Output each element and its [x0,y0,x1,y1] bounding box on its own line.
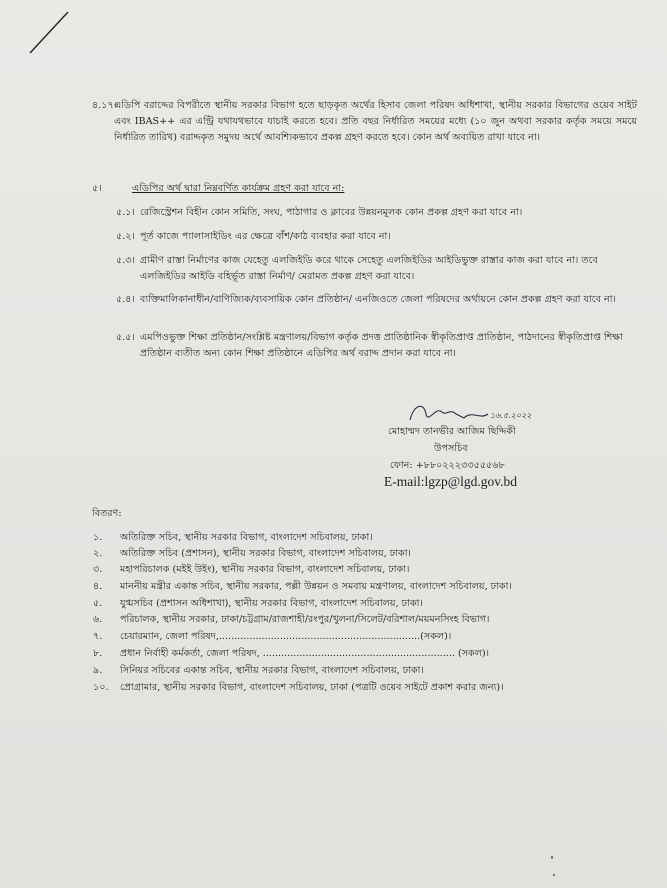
item-number: ৩. [93,564,103,575]
item-number: ৫. [93,598,103,609]
item-text: প্রোগ্রামার, স্থানীয় সরকার বিভাগ, বাংলাদেশ সচিবালয়, ঢাকা (পত্রটি ওয়েব সাইটে প্রকাশ করার জন্য)। [120,682,504,693]
section-text: এডিপি বরাদ্দের বিপরীতে স্থানীয় সরকার বিভাগ হতে ছাড়কৃত অর্থের হিসাব জেলা পরিষদ অধিশাখা, স্থানীয় সরকার বিভাগের ওয়েব সাইট এবং IBAS++ এর এন্ট্রি যথাযথভাবে যাচাই করতে হবে। প্রতি বছর নির্ধারিত সময়ের মধ্যে (১০ জুন অথবা সরকার কর্তৃক সময়ে সময়ে নির্ধারিত তারিখ) বরাদ্দকৃত সমুদয় অর্থে আবশ্যিকভাবে প্রকল্প গ্রহণ করতে হবে। কোন অর্থ অব্যয়িত রাখা যাবে না। [114,100,638,143]
item-text: মাননীয় মন্ত্রীর একান্ত সচিব, স্থানীয় সরকার, পল্লী উন্নয়ন ও সমবায় মন্ত্রণালয়, বাংলাদেশ সচিবালয়, ঢাকা। [120,581,512,592]
section-4-17 [92,98,637,146]
item-number: ৯. [93,665,103,676]
item-text: যুগ্মসচিব (প্রশাসন অধিশাখা), স্থানীয় সরকার বিভাগ, বাংলাদেশ সচিবালয়, ঢাকা। [120,598,423,609]
item-number: ৮. [93,648,103,659]
signature-date: ১৬.৫.২০২২ [490,411,532,420]
item-number: ৫.৫। [116,332,135,343]
item-text: সিনিয়র সচিবের একান্ত সচিব, স্থানীয় সরকার বিভাগ, বাংলাদেশ সচিবালয়, ঢাকা। [120,665,424,676]
item-text: অতিরিক্ত সচিব (প্রশাসন), স্থানীয় সরকার বিভাগ, বাংলাদেশ সচিবালয়, ঢাকা। [120,548,411,559]
scan-speck [553,874,555,876]
item-text: অতিরিক্ত সচিব, স্থানীয় সরকার বিভাগ, বাংলাদেশ সচিবালয়, ঢাকা। [120,532,373,543]
item-text: পরিচালক, স্থানীয় সরকার, ঢাকা/চট্টগ্রাম/রাজশাহী/রংপুর/খুলনা/সিলেট/বরিশাল/ময়মনসিংহ বিভাগ। [120,614,490,625]
item-text: চেয়ারম্যান, জেলা পরিষদ,..................................................................(সকল)। [120,631,452,642]
section-5-item-4 [116,292,638,308]
item-text: প্রধান নির্বাহী কর্মকর্তা, জেলা পরিষদ, ............................................................... (সকল)। [120,648,490,659]
scan-speck [551,856,553,859]
item-text: রেজিস্ট্রেশন বিহীন কোন সমিতি, সংঘ, পাঠাগার ও ক্লাবের উন্নয়নমূলক কোন প্রকল্প গ্রহণ করা যাবে না। [140,207,523,218]
section-5-item-5 [116,330,638,362]
distribution-heading: বিতরণ: [92,508,122,519]
section-5-item-2 [116,229,638,245]
signatory-email: E-mail:lgzp@lgd.gov.bd [384,474,518,489]
item-text: মহাপরিচালক (মইই উইং), স্থানীয় সরকার বিভাগ, বাংলাদেশ সচিবালয়, ঢাকা। [120,564,410,575]
section-number: ৪.১৭। [92,100,118,111]
item-text: ব্যক্তিমালিকানাধীন/বাণিজ্যিক/ব্যবসায়িক কোন প্রতিষ্ঠান/ এনজিওতে জেলা পরিষদের অর্থায়নে কোন প্রকল্প গ্রহণ করা যাবে না। [140,294,616,305]
section-5-item-1 [116,205,638,221]
item-number: ৫.২। [116,231,135,242]
item-number: ৫.১। [116,207,135,218]
signatory-phone: ফোন: +৮৮০২২২৩৩৫৫৫৬৮ [390,460,505,471]
item-text: পূর্ত কাজে প্যালাসাইডিং এর ক্ষেত্রে বাঁশ/কাঠ ব্যবহার করা যাবে না। [140,231,391,242]
item-text: গ্রামীণ রাস্তা নির্মাণের কাজ যেহেতু এলজিইডি করে থাকে সেহেতু এলজিইডির আইডিভুক্ত রাস্তার কাজ করা যাবে না। তবে এলজিইডির আইডি বহির্ভূত রাস্তা নির্মাণ/ মেরামত প্রকল্প গ্রহণ করা যাবে। [140,255,598,282]
signatory-designation: উপসচিব [434,443,468,454]
item-number: ৬. [93,614,103,625]
signatory-name: মোহাম্মদ তানভীর আজিম ছিদ্দিকী [388,426,516,437]
item-text: এমপিওভুক্ত শিক্ষা প্রতিষ্ঠান/সংশ্লিষ্ট মন্ত্রণালয়/বিভাগ কর্তৃক প্রদত্ত প্রাতিষ্ঠানিক স্বীকৃতিপ্রাপ্ত প্রাতিষ্ঠান, পাঠদানের স্বীকৃতিপ্রাপ্ত শিক্ষা প্রতিষ্ঠান ব্যতীত অন্য কোন শিক্ষা প্রতিষ্ঠানে এডিপির অর্থ বরাদ্দ প্রদান করা যাবে না। [140,332,623,359]
item-number: ৫.৪। [116,294,135,305]
item-number: ৫.৩। [116,255,135,266]
item-number: ১০. [93,682,109,693]
section-number: ৫। [92,183,102,194]
section-heading-text: এডিপির অর্থ দ্বারা নিম্নবর্ণিত কার্যক্রম গ্রহণ করা যাবে না: [132,183,345,194]
item-number: ২. [93,548,103,559]
section-5-item-3 [116,253,638,285]
item-number: ৭. [93,631,103,642]
item-number: ১. [93,532,103,543]
item-number: ৪. [93,581,103,592]
pen-slash-mark [24,8,74,56]
